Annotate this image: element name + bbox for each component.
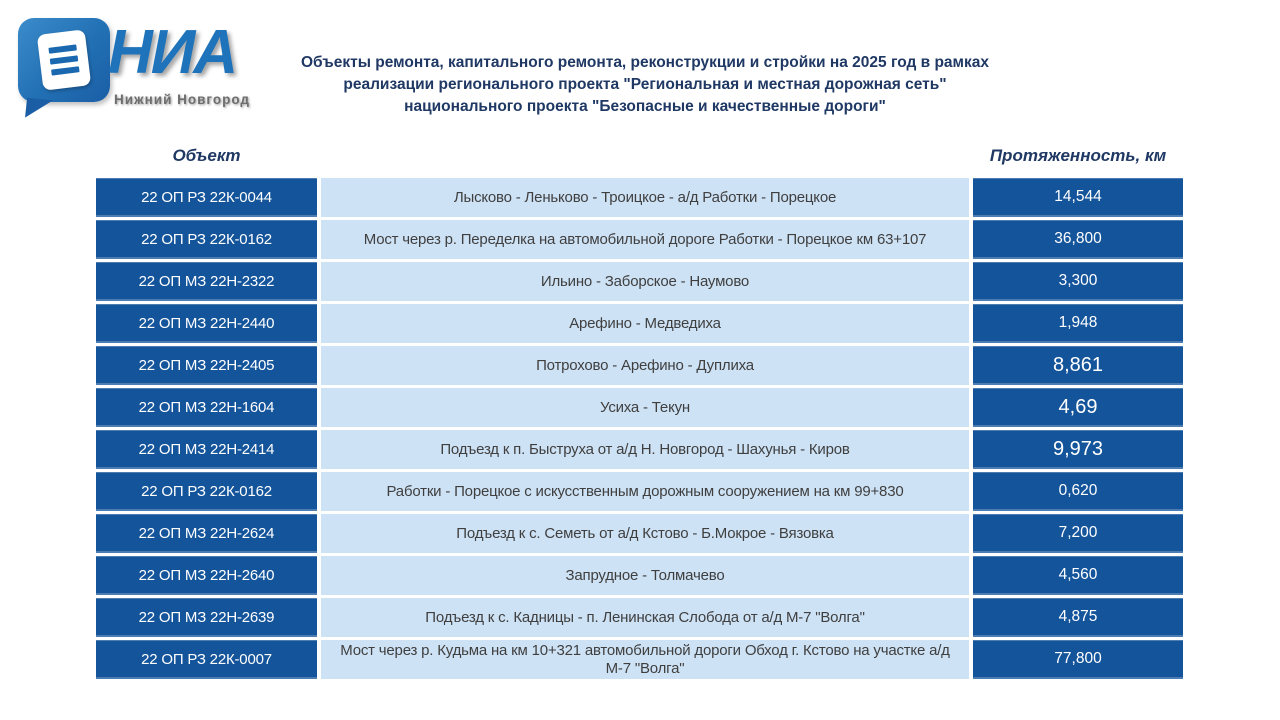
table-row bbox=[96, 304, 1183, 343]
object-name-cell: Мост через р. Переделка на автомобильной дороге Работки - Порецкое км 63+107 bbox=[321, 220, 969, 259]
length-cell: 4,560 bbox=[973, 556, 1183, 595]
object-code-cell: 22 ОП МЗ 22Н-2322 bbox=[96, 262, 317, 301]
length-cell: 4,875 bbox=[973, 598, 1183, 637]
logo-subtitle: Нижний Новгород bbox=[114, 92, 250, 107]
object-code-cell: 22 ОП МЗ 22Н-2414 bbox=[96, 430, 317, 469]
object-code-cell: 22 ОП МЗ 22Н-2624 bbox=[96, 514, 317, 553]
object-code-cell: 22 ОП РЗ 22К-0162 bbox=[96, 220, 317, 259]
table-row bbox=[96, 178, 1183, 217]
object-name-cell: Подъезд к с. Кадницы - п. Ленинская Слобода от а/д М-7 "Волга" bbox=[321, 598, 969, 637]
table-row bbox=[96, 640, 1183, 679]
object-name-cell: Мост через р. Кудьма на км 10+321 автомобильной дороги Обход г. Кстово на участке а/д М-7 "Волга" bbox=[321, 640, 969, 679]
length-cell: 9,973 bbox=[973, 430, 1183, 469]
table-row bbox=[96, 388, 1183, 427]
length-cell: 1,948 bbox=[973, 304, 1183, 343]
table-header bbox=[96, 146, 1183, 166]
length-cell: 14,544 bbox=[973, 178, 1183, 217]
length-cell: 36,800 bbox=[973, 220, 1183, 259]
table-row bbox=[96, 262, 1183, 301]
length-cell: 77,800 bbox=[973, 640, 1183, 679]
length-cell: 8,861 bbox=[973, 346, 1183, 385]
length-cell: 7,200 bbox=[973, 514, 1183, 553]
page-title: Объекты ремонта, капитального ремонта, реконструкции и стройки на 2025 год в рамках реализации регионального проекта "Региональная и местная дорожная сеть" национального проекта "Безопасные и качественные дороги" bbox=[301, 54, 989, 115]
table-row bbox=[96, 514, 1183, 553]
column-header-length: Протяженность, км bbox=[989, 146, 1167, 165]
object-code-cell: 22 ОП РЗ 22К-0007 bbox=[96, 640, 317, 679]
object-code-cell: 22 ОП МЗ 22Н-2405 bbox=[96, 346, 317, 385]
object-name-cell: Запрудное - Толмачево bbox=[321, 556, 969, 595]
document-line bbox=[48, 44, 77, 53]
object-name-cell: Лысково - Леньково - Троицкое - а/д Работки - Порецкое bbox=[321, 178, 969, 217]
document-line bbox=[50, 55, 79, 64]
object-code-cell: 22 ОП МЗ 22Н-1604 bbox=[96, 388, 317, 427]
nia-logo bbox=[16, 14, 250, 119]
length-cell: 0,620 bbox=[973, 472, 1183, 511]
object-name-cell: Подъезд к с. Семеть от а/д Кстово - Б.Мокрое - Вязовка bbox=[321, 514, 969, 553]
table-row bbox=[96, 220, 1183, 259]
object-name-cell: Ильино - Заборское - Наумово bbox=[321, 262, 969, 301]
length-cell: 4,69 bbox=[973, 388, 1183, 427]
object-name-cell: Работки - Порецкое с искусственным дорожным сооружением на км 99+830 bbox=[321, 472, 969, 511]
length-cell: 3,300 bbox=[973, 262, 1183, 301]
table-row bbox=[96, 346, 1183, 385]
object-code-cell: 22 ОП МЗ 22Н-2640 bbox=[96, 556, 317, 595]
table-row bbox=[96, 556, 1183, 595]
table-row bbox=[96, 430, 1183, 469]
object-code-cell: 22 ОП МЗ 22Н-2440 bbox=[96, 304, 317, 343]
object-code-cell: 22 ОП МЗ 22Н-2639 bbox=[96, 598, 317, 637]
object-name-cell: Потрохово - Арефино - Дуплиха bbox=[321, 346, 969, 385]
object-name-cell: Арефино - Медведиха bbox=[321, 304, 969, 343]
table-row bbox=[96, 598, 1183, 637]
speech-bubble-icon bbox=[18, 18, 110, 102]
objects-table bbox=[96, 146, 1183, 682]
object-name-cell: Подъезд к п. Быструха от а/д Н. Новгород - Шахунья - Киров bbox=[321, 430, 969, 469]
object-code-cell: 22 ОП РЗ 22К-0044 bbox=[96, 178, 317, 217]
object-code-cell: 22 ОП РЗ 22К-0162 bbox=[96, 472, 317, 511]
object-name-cell: Усиха - Текун bbox=[321, 388, 969, 427]
document-icon bbox=[37, 29, 91, 90]
column-header-object: Объект bbox=[172, 146, 241, 165]
table-row bbox=[96, 472, 1183, 511]
document-line bbox=[51, 66, 80, 75]
logo-acronym: НИА bbox=[108, 18, 237, 87]
